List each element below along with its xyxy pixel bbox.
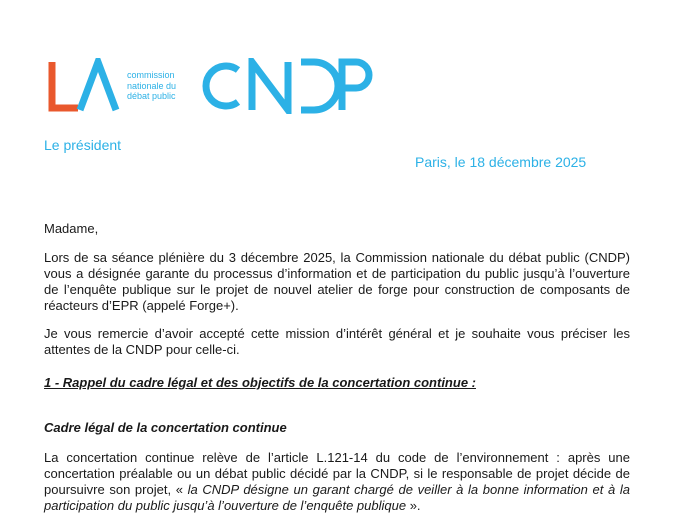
paragraph-end-text: ». — [406, 498, 421, 513]
logo-org-name — [127, 70, 176, 102]
logo-org-line: nationale du — [127, 80, 177, 91]
logo-letter-l — [52, 62, 78, 108]
cndp-logo-graphic — [48, 58, 388, 114]
logo-org-line: commission — [127, 70, 175, 80]
logo-org-line: débat public — [127, 91, 176, 101]
cndp-logo — [48, 58, 388, 114]
logo-letter-p — [342, 62, 369, 110]
paragraph-designation: Lors de sa séance plénière du 3 décembre 2025, la Commission nationale du débat public (CNDP) vous a désignée garante du processus d’information et de participation du public jusqu’à l’ouverture de l’enquête publique sur le projet de nouvel atelier de forge pour construction de composants de réacteurs d’EPR (appelé Forge+). — [44, 250, 630, 313]
salutation: Madame, — [44, 221, 99, 236]
sender-role: Le président — [44, 137, 122, 153]
logo-letter-a — [80, 62, 116, 110]
section-title: 1 - Rappel du cadre légal et des objectifs de la concertation continue : — [44, 375, 476, 390]
legal-quote: la CNDP désigne un garant chargé de veiller à la bonne information et à la participation du public jusqu’à l’ouverture de l’enquête publique — [44, 482, 630, 513]
logo-letter-n — [252, 62, 288, 110]
letter-date: Paris, le 18 décembre 2025 — [415, 154, 587, 170]
paragraph-legal-frame — [44, 450, 630, 514]
subsection-title: Cadre légal de la concertation continue — [44, 420, 287, 435]
logo-letter-c — [206, 66, 238, 106]
paragraph-thanks: Je vous remercie d’avoir accepté cette mission d’intérêt général et je souhaite vous préciser les attentes de la CNDP pour celle-ci. — [44, 326, 630, 357]
logo-letter-d — [301, 62, 338, 110]
paragraph-intro-text: La concertation continue relève de l’article L.121-14 du code de l’environnement : après une concertation préalable ou un débat public décidé par la CNDP, si le responsable de projet décide de poursuivre son projet, « — [44, 450, 630, 497]
